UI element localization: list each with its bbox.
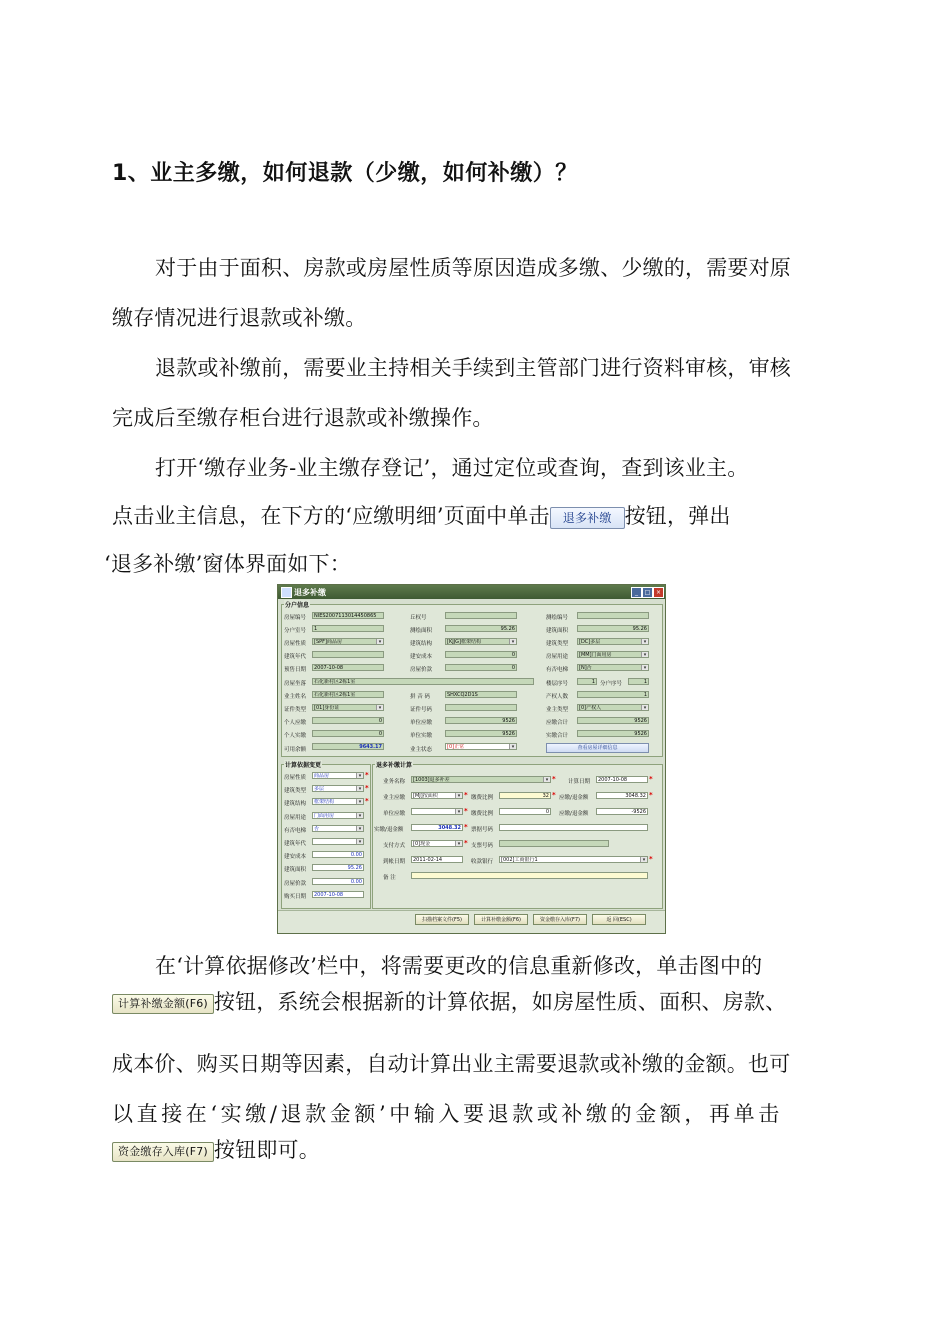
calc-label-unit-due: 单位应缴	[383, 811, 406, 817]
label-location: 房屋坐落	[284, 681, 307, 687]
paid-total-field[interactable]: 9526	[577, 730, 649, 737]
calc-label-due-refund: 应缴/退金额	[559, 795, 589, 801]
unit-seq-field[interactable]: 1	[628, 678, 649, 685]
deposit-button-image: 资金缴存入库(F7)	[112, 1142, 214, 1162]
label-unit-room: 分户室号	[284, 628, 307, 634]
paragraph-4-line-2	[112, 986, 786, 1016]
calc-basis-title: 计算依据变更	[285, 762, 322, 769]
label-house-price: 房屋价款	[410, 667, 433, 673]
paragraph-4-line-1: 在‘计算依据修改’栏中，将需要更改的信息重新修改，单击图中的	[155, 954, 763, 978]
label-owner-status: 业主状态	[410, 747, 433, 753]
label-paid-total: 实缴合计	[546, 733, 569, 739]
refund-calc-title: 退多补缴计算	[376, 762, 413, 769]
label-owner-count: 产权人数	[546, 694, 569, 700]
required-star: *	[365, 784, 369, 792]
house-use-select[interactable]: [MM]门面用房 ▾	[577, 651, 649, 658]
basis-house-nature-select[interactable]: 商品房 ▾	[312, 772, 364, 779]
label-unit-due: 单位应缴	[410, 720, 433, 726]
available-balance-field[interactable]: 9643.17	[312, 743, 384, 750]
required-star: *	[552, 791, 556, 799]
label-survey-area: 测绘面积	[410, 628, 433, 634]
calc-label-arrival-date: 到帐日期	[383, 859, 406, 865]
basis-elevator-select[interactable]: 否 ▾	[312, 825, 364, 832]
app-icon	[281, 587, 292, 598]
bank-select[interactable]: [002]工商银行1 ▾	[499, 856, 648, 863]
basis-label-build-area: 建筑面积	[284, 867, 307, 873]
basis-build-type-select[interactable]: 多层 ▾	[312, 785, 364, 792]
basis-build-cost-field[interactable]: 0.00	[312, 851, 364, 858]
owner-status-select[interactable]: [0]正常 ▾	[445, 743, 517, 750]
label-build-year: 建筑年代	[284, 654, 307, 660]
label-house-no: 房屋编号	[284, 615, 307, 621]
basis-label-house-nature: 房屋性质	[284, 775, 307, 781]
build-cost-field[interactable]: 0	[445, 651, 517, 658]
paragraph-2-line-1: 退款或补缴前，需要业主持相关手续到主管部门进行资料审核，审核	[155, 356, 791, 380]
basis-label-structure: 建筑结构	[284, 801, 307, 807]
owner-name-field[interactable]: 石化新村区2栋1室	[312, 691, 384, 698]
basis-structure-select[interactable]: 框架结构 ▾	[312, 798, 364, 805]
calc-label-check-no: 支票号码	[471, 843, 494, 849]
paragraph-4-line-2-tail: 按钮，系统会根据新的计算依据，如房屋性质、面积、房款、	[213, 990, 787, 1014]
label-presale-date: 预售日期	[284, 667, 307, 673]
structure-select[interactable]: [KJJG]框架结构 ▾	[445, 638, 517, 645]
build-type-select[interactable]: [DC]多层 ▾	[577, 638, 649, 645]
unit-paid-field[interactable]: 9526	[445, 730, 517, 737]
personal-due-field[interactable]: 0	[312, 717, 384, 724]
due-refund-2-field[interactable]: -9526	[596, 808, 648, 815]
qqh-field[interactable]	[445, 612, 517, 619]
paragraph-4-line-4: 以直接在‘实缴/退款金额’中输入要退款或补缴的金额，再单击	[112, 1102, 783, 1126]
required-star: *	[464, 823, 468, 831]
remark-field[interactable]	[411, 872, 648, 879]
paragraph-3-line-2-text: 点击业主信息，在下方的‘应缴明细’页面中单击	[112, 504, 550, 528]
minimize-icon[interactable]: _	[631, 587, 642, 598]
required-star: *	[464, 839, 468, 847]
calc-date-field[interactable]: 2007-10-08	[596, 776, 648, 783]
label-id-no: 证件号码	[410, 707, 433, 713]
required-star: *	[552, 775, 556, 783]
paragraph-2-line-2: 完成后至缴存柜台进行退款或补缴操作。	[112, 406, 494, 430]
required-star: *	[649, 775, 653, 783]
calc-label-bank: 收款银行	[471, 859, 494, 865]
paragraph-1-line-2: 缴存情况进行退款或补缴。	[112, 306, 367, 330]
label-house-use: 房屋用途	[546, 654, 569, 660]
view-house-details-button[interactable]: 查看房屋详细信息	[546, 743, 649, 753]
business-name-select[interactable]: [1003]退多补差 ▾	[411, 776, 551, 783]
required-star: *	[649, 855, 653, 863]
basis-label-build-type: 建筑类型	[284, 788, 307, 794]
paragraph-3-line-2	[112, 500, 731, 530]
due-total-field[interactable]: 9526	[577, 717, 649, 724]
refund-button-image: 退多补缴	[550, 507, 625, 529]
basis-label-build-year: 建筑年代	[284, 841, 307, 847]
basis-build-area-field[interactable]: 95.26	[312, 864, 364, 871]
id-type-select[interactable]: [01]身份证 ▾	[312, 704, 384, 711]
owner-count-field[interactable]: 1	[577, 691, 649, 698]
required-star: *	[464, 807, 468, 815]
calc-label-pay-method: 支付方式	[383, 843, 406, 849]
return-button[interactable]: 返 回(ESC)	[592, 914, 646, 925]
label-build-area: 建筑面积	[546, 628, 569, 634]
paragraph-3-line-1: 打开‘缴存业务-业主缴存登记’，通过定位或查询，查到该业主。	[155, 456, 749, 480]
location-field[interactable]: 石化新村区2栋1室	[312, 678, 534, 685]
window-title: 退多补缴	[294, 588, 326, 597]
basis-build-year-select[interactable]	[312, 838, 364, 845]
arrival-date-field[interactable]: 2011-02-14	[411, 856, 463, 863]
build-year-field[interactable]	[312, 651, 384, 658]
refund-window-screenshot	[277, 584, 666, 934]
house-no-field[interactable]: NIES2007113014450865	[312, 612, 384, 619]
id-no-field[interactable]	[445, 704, 517, 711]
pay-ratio-field[interactable]: 32	[499, 792, 551, 799]
paragraph-4-line-5	[112, 1134, 320, 1164]
required-star: *	[464, 791, 468, 799]
paid-refund-field[interactable]: 3048.32	[411, 824, 463, 831]
label-survey-no: 测绘编号	[546, 615, 569, 621]
unit-due-select[interactable]	[411, 808, 463, 815]
calc-label-receipt-no: 票据号码	[471, 827, 494, 833]
owner-due-select[interactable]: [MJ]按面积 ▾	[411, 792, 463, 799]
label-build-type: 建筑类型	[546, 641, 569, 647]
floor-no-field[interactable]: 1	[577, 678, 597, 685]
basis-house-use-select[interactable]: 门面用房 ▾	[312, 812, 364, 819]
label-unit-seq: 分户序号	[600, 681, 623, 687]
paragraph-4-line-5-tail: 按钮即可。	[213, 1138, 320, 1162]
required-star: *	[649, 791, 653, 799]
basis-house-price-field[interactable]: 0.00	[312, 878, 364, 885]
receipt-no-field[interactable]	[499, 824, 648, 831]
label-qqh: 丘权号	[410, 615, 427, 621]
label-id-type: 证件类型	[284, 707, 307, 713]
label-structure: 建筑结构	[410, 641, 433, 647]
label-floor-no: 楼层序号	[546, 681, 569, 687]
calc-label-owner-due: 业主应缴	[383, 795, 406, 801]
label-elevator: 有否电梯	[546, 667, 569, 673]
elevator-select[interactable]: [N]否 ▾	[577, 664, 649, 671]
scan-archive-button[interactable]: 扫描档案文件(F5)	[415, 914, 469, 925]
label-build-cost: 建安成本	[410, 654, 433, 660]
calc-label-pay-ratio: 缴费比例	[471, 795, 494, 801]
house-price-field[interactable]: 0	[445, 664, 517, 671]
calc-button-image: 计算补缴金额(F6)	[112, 994, 214, 1014]
calc-label-pay-ratio-2: 缴费比例	[471, 811, 494, 817]
survey-no-field[interactable]	[577, 612, 649, 619]
survey-area-field[interactable]: 95.26	[445, 625, 517, 632]
paragraph-3-line-3: ‘退多补缴’窗体界面如下：	[104, 552, 351, 576]
owner-type-select[interactable]: [0]产权人 ▾	[577, 704, 649, 711]
label-owner-type: 业主类型	[546, 707, 569, 713]
calc-label-paid-refund: 实缴/退金额	[374, 827, 404, 833]
pay-method-select[interactable]: [0]现金 ▾	[411, 840, 463, 847]
basis-label-house-use: 房屋用途	[284, 815, 307, 821]
calc-payment-button[interactable]: 计算补缴金额(F6)	[474, 914, 528, 925]
pinyin-field[interactable]: SHXCQ2D1S	[445, 691, 517, 698]
label-personal-due: 个人应缴	[284, 720, 307, 726]
calc-label-due-refund-2: 应缴/退金额	[559, 811, 589, 817]
label-pinyin: 拼 音 码	[410, 694, 430, 700]
pay-ratio-2-field[interactable]: 0	[499, 808, 551, 815]
label-unit-paid: 单位实缴	[410, 733, 433, 739]
required-star: *	[365, 797, 369, 805]
label-due-total: 应缴合计	[546, 720, 569, 726]
personal-paid-field[interactable]: 0	[312, 730, 384, 737]
house-nature-select[interactable]: [SPF]商品房 ▾	[312, 638, 384, 645]
label-available-balance: 可用余额	[284, 747, 307, 753]
due-refund-field[interactable]: 3048.32	[596, 792, 648, 799]
label-house-nature: 房屋性质	[284, 641, 307, 647]
refund-calc-group	[372, 764, 663, 909]
window-titlebar	[278, 585, 665, 599]
calc-label-business-name: 业务名称	[383, 779, 406, 785]
basis-label-purchase-date: 购买日期	[284, 894, 307, 900]
build-area-field[interactable]: 95.26	[577, 625, 649, 632]
unit-room-field[interactable]: 1	[312, 625, 384, 632]
label-personal-paid: 个人实缴	[284, 733, 307, 739]
unit-due-field[interactable]: 9526	[445, 717, 517, 724]
basis-label-elevator: 有否电梯	[284, 828, 307, 834]
calc-label-calc-date: 计算日期	[568, 779, 591, 785]
close-icon[interactable]: ×	[653, 587, 664, 598]
basis-purchase-date-field[interactable]: 2007-10-08	[312, 891, 364, 898]
basis-label-build-cost: 建安成本	[284, 854, 307, 860]
presale-date-field[interactable]: 2007-10-08	[312, 664, 384, 671]
label-owner-name: 业主姓名	[284, 694, 307, 700]
paragraph-4-line-3: 成本价、购买日期等因素，自动计算出业主需要退款或补缴的金额。也可	[112, 1052, 791, 1076]
calc-label-remark: 备 注	[383, 875, 396, 881]
deposit-button[interactable]: 资金缴存入库(F7)	[533, 914, 587, 925]
account-info-title: 分户信息	[285, 602, 310, 609]
paragraph-3-line-2-tail: 按钮，弹出	[624, 504, 731, 528]
section-heading: 1、业主多缴，如何退款（少缴，如何补缴）？	[112, 161, 578, 186]
check-no-field[interactable]	[499, 840, 609, 847]
required-star: *	[365, 771, 369, 779]
maximize-icon[interactable]: □	[642, 587, 653, 598]
paragraph-1-line-1: 对于由于面积、房款或房屋性质等原因造成多缴、少缴的，需要对原	[155, 256, 791, 280]
basis-label-house-price: 房屋价款	[284, 881, 307, 887]
